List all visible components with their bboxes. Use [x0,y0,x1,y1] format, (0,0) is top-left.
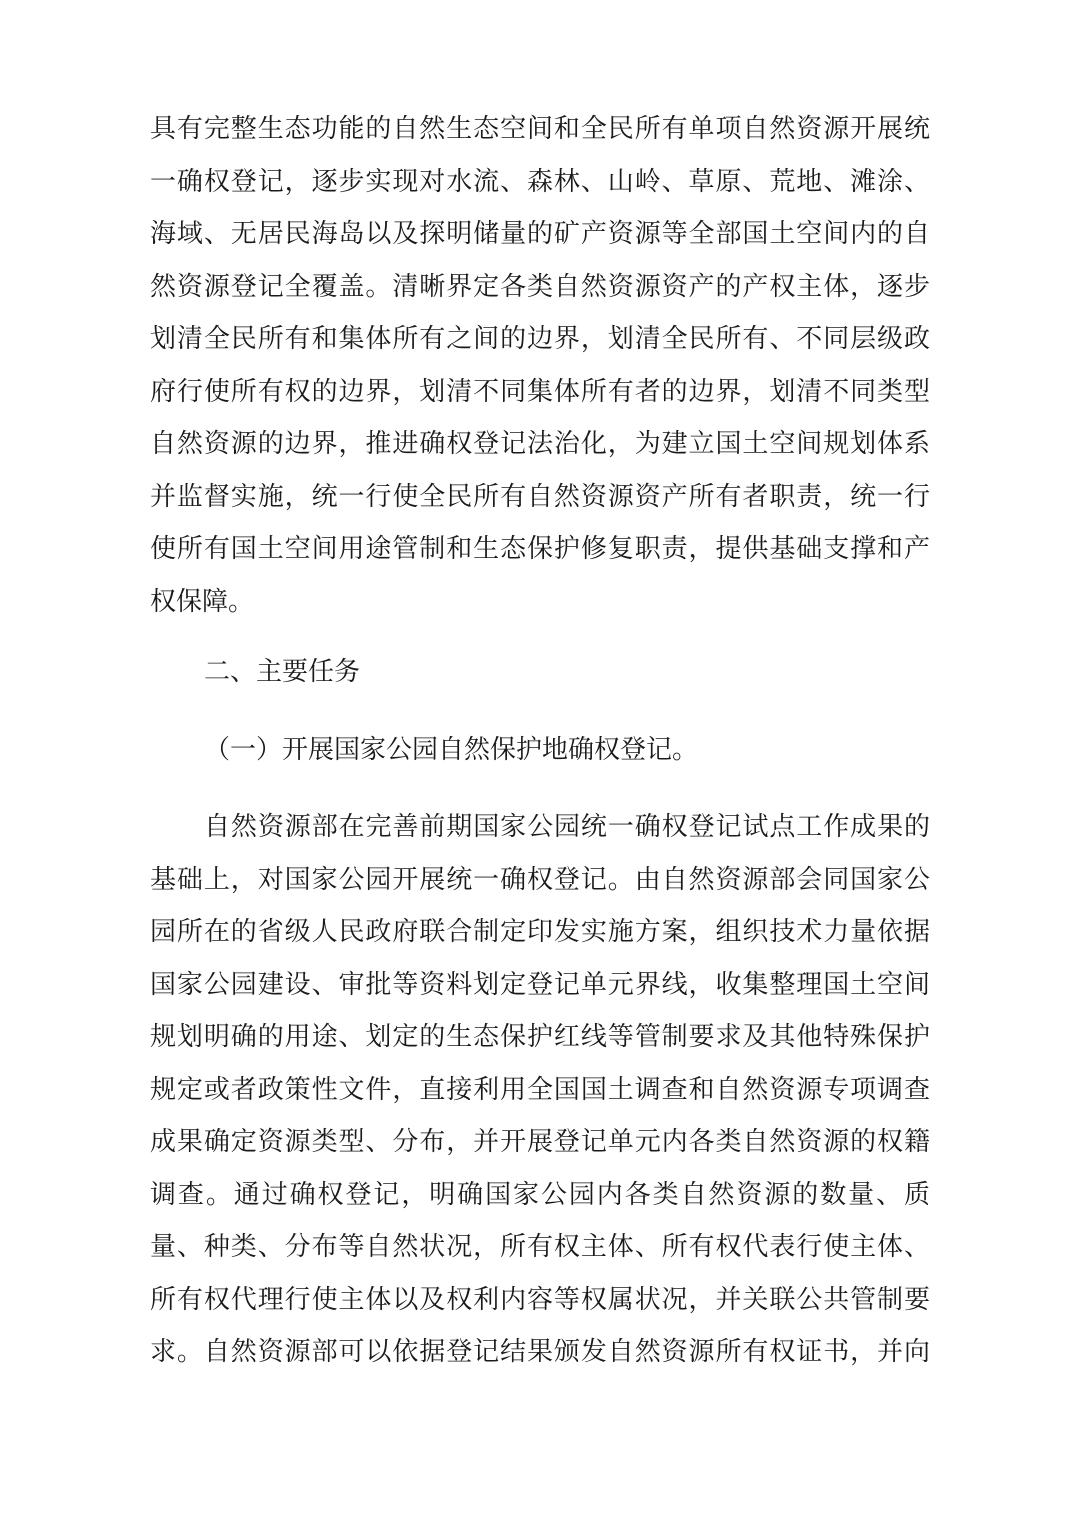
paragraph-line: 具有完整生态功能的自然生态空间和全民所有单项自然资源开展统 [150,114,930,144]
paragraph-line: 成果确定资源类型、分布，并开展登记单元内各类自然资源的权籍 [150,1127,930,1157]
paragraph-line: 权保障。 [150,586,255,617]
paragraph-line: 求。自然资源部可以依据登记结果颁发自然资源所有权证书，并向 [150,1337,930,1367]
paragraph-line: 自然资源的边界，推进确权登记法治化，为建立国土空间规划体系 [150,429,930,459]
section-heading-block [150,646,930,699]
paragraph-line: 基础上，对国家公园开展统一确权登记。由自然资源部会同国家公 [150,864,930,895]
paragraph-line: 规划明确的用途、划定的生态保护红线等管制要求及其他特殊保护 [150,1022,930,1052]
paragraph-continuation [150,103,930,628]
paragraph-line: 一确权登记，逐步实现对水流、森林、山岭、草原、荒地、滩涂、 [150,166,930,197]
paragraph-line: 然资源登记全覆盖。清晰界定各类自然资源资产的产权主体，逐步 [150,271,930,302]
paragraph-line: 海域、无居民海岛以及探明储量的矿产资源等全部国土空间内的自 [150,219,930,249]
paragraph-line: 自然资源部在完善前期国家公园统一确权登记试点工作成果的 [204,812,930,842]
paragraph-body [150,801,930,1379]
paragraph-line: 并监督实施，统一行使全民所有自然资源资产所有者职责，统一行 [150,481,930,512]
paragraph-line: 使所有国土空间用途管制和生态保护修复职责，提供基础支撑和产 [150,534,930,564]
paragraph-line: 规定或者政策性文件，直接利用全国国土调查和自然资源专项调查 [150,1074,930,1105]
paragraph-line: 园所在的省级人民政府联合制定印发实施方案，组织技术力量依据 [150,917,930,947]
section-heading: 二、主要任务 [204,657,361,687]
paragraph-line: 调查。通过确权登记，明确国家公园内各类自然资源的数量、质 [150,1179,930,1210]
subsection-heading-block [150,724,930,777]
paragraph-line: 府行使所有权的边界，划清不同集体所有者的边界，划清不同类型 [150,376,930,407]
paragraph-line: 量、种类、分布等自然状况，所有权主体、所有权代表行使主体、 [150,1232,930,1262]
paragraph-line: 划清全民所有和集体所有之间的边界，划清全民所有、不同层级政 [150,324,930,354]
paragraph-line: 国家公园建设、审批等资料划定登记单元界线，收集整理国土空间 [150,969,930,1000]
paragraph-line: 所有权代理行使主体以及权利内容等权属状况，并关联公共管制要 [150,1284,930,1315]
subsection-heading: （一）开展国家公园自然保护地确权登记。 [204,735,699,765]
